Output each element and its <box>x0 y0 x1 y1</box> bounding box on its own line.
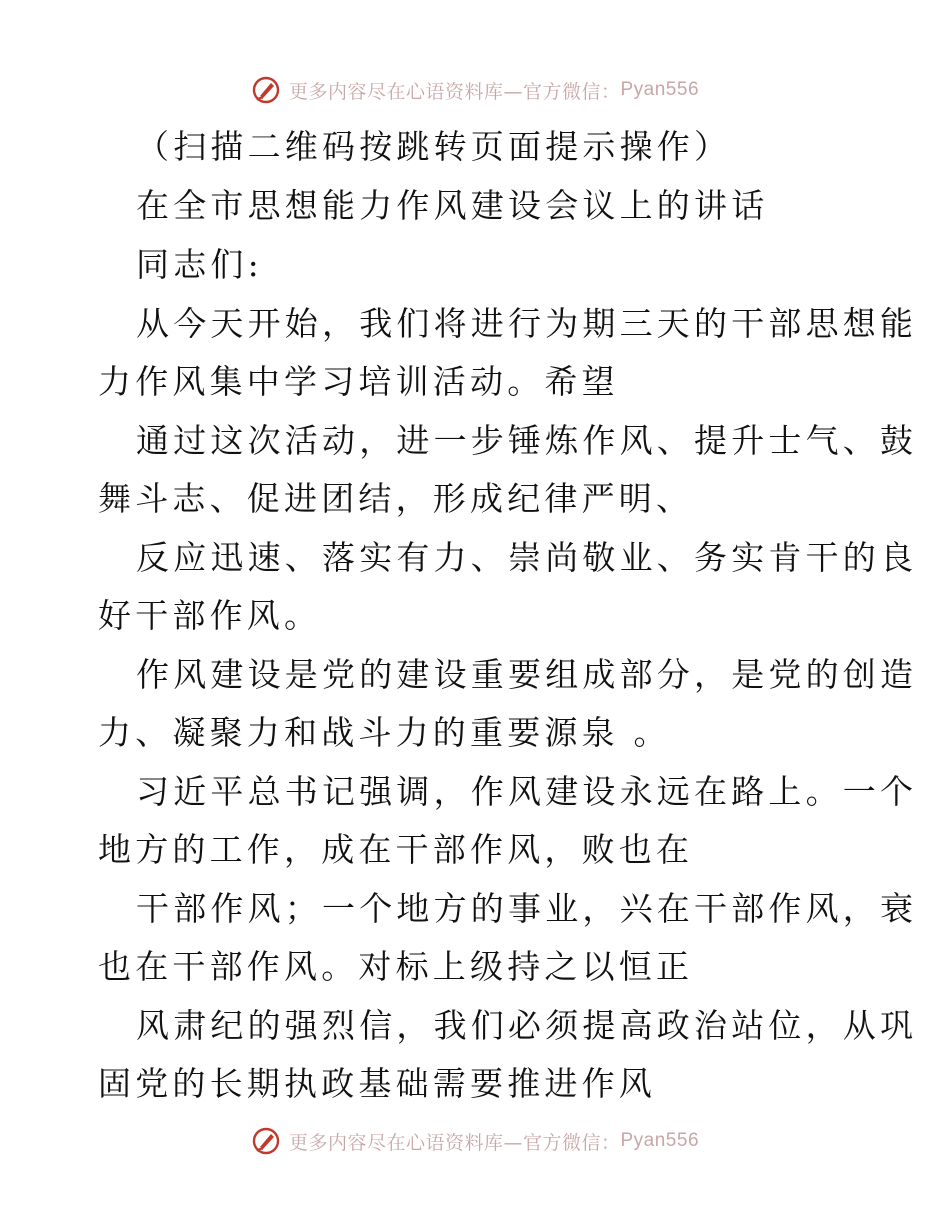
paragraph-line: 力作风集中学习培训活动。希望 <box>98 362 619 401</box>
header-watermark <box>0 70 950 110</box>
paragraph-line: 从今天开始，我们将进行为期三天的干部思想能 <box>136 304 918 343</box>
paragraph-line: 习近平总书记强调，作风建设永远在路上。一个 <box>136 772 918 811</box>
paragraph-line: 力、凝聚力和战斗力的重要源泉 。 <box>98 713 671 752</box>
pen-nib-logo-icon <box>251 75 281 105</box>
paragraph-line: 通过这次活动，进一步锤炼作风、提升士气、鼓 <box>136 421 918 460</box>
paragraph-line: 舞斗志、促进团结，形成纪律严明、 <box>98 479 694 518</box>
paragraph-line: 干部作风；一个地方的事业，兴在干部作风，衰 <box>136 889 918 928</box>
pen-nib-logo-icon <box>251 1126 281 1156</box>
speech-title: 在全市思想能力作风建设会议上的讲话 <box>136 186 769 225</box>
paragraph-line: 风肃纪的强烈信，我们必须提高政治站位，从巩 <box>136 1006 918 1045</box>
watermark-text: 更多内容尽在心语资料库—官方微信： <box>288 80 621 103</box>
watermark-wechat-id: Pyan556 <box>620 79 700 100</box>
paragraph-line: 反应迅速、落实有力、崇尚敬业、务实肯干的良 <box>136 538 918 577</box>
paragraph-line: 地方的工作，成在干部作风，败也在 <box>98 830 694 869</box>
paragraph-line: 好干部作风。 <box>98 596 322 635</box>
scan-instruction: （扫描二维码按跳转页面提示操作） <box>136 127 732 166</box>
paragraph-line: 作风建设是党的建设重要组成部分，是党的创造 <box>136 655 918 694</box>
paragraph-line: 也在干部作风。对标上级持之以恒正 <box>98 947 694 986</box>
paragraph-line: 固党的长期执政基础需要推进作风 <box>98 1064 656 1103</box>
salutation: 同志们: <box>136 245 263 284</box>
watermark-wechat-id: Pyan556 <box>620 1130 700 1151</box>
footer-watermark <box>0 1121 950 1161</box>
watermark-text: 更多内容尽在心语资料库—官方微信： <box>288 1131 621 1154</box>
